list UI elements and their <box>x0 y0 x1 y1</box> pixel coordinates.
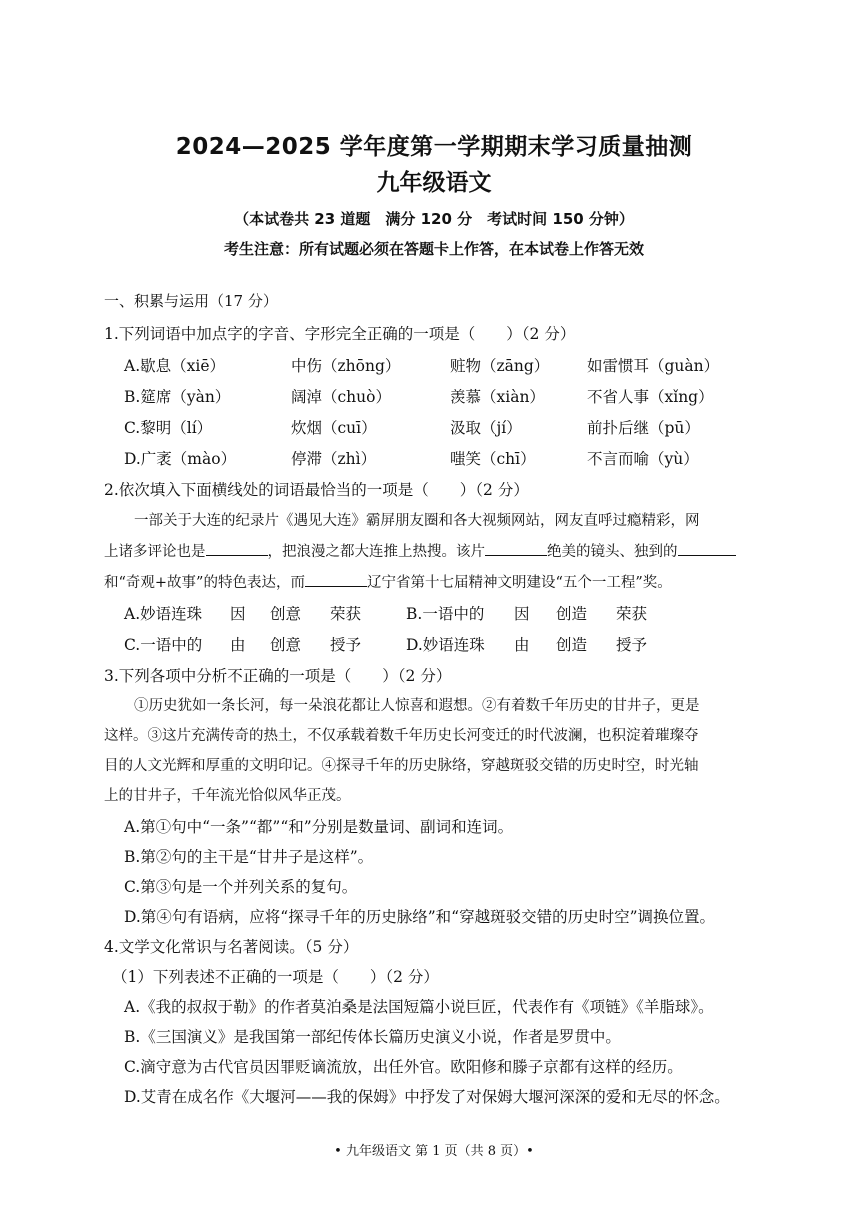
q2-text: 绝美的镜头、独到的 <box>547 544 678 560</box>
q1-option-a-4: 如雷惯耳（guàn） <box>587 357 720 375</box>
q1-option-c-3: 汲取（jí） <box>450 419 522 437</box>
section-heading: 一、积累与运用（17 分） <box>104 292 278 310</box>
q3-option-b: B.第②句的主干是“甘井子是这样”。 <box>124 848 374 866</box>
q1-option-b-1: B.筵席（yàn） <box>124 388 231 406</box>
q2-option-a-2: 因 <box>230 605 246 623</box>
q1-option-d-3: 嗤笑（chī） <box>450 450 536 468</box>
q3-passage-line-2: 这样。③这片充满传奇的热土，不仅承载着数千年历史长河变迁的时代波澜，也积淀着璀璨夺 <box>104 728 699 744</box>
q2-option-c-1: C.一语中的 <box>124 636 203 654</box>
q2-option-a-1: A.妙语连珠 <box>124 605 203 623</box>
q2-passage-line-3 <box>104 571 672 592</box>
q1-option-d-2: 停滞（zhì） <box>291 450 377 468</box>
q2-option-c-2: 由 <box>230 636 246 654</box>
answer-blank <box>206 541 268 556</box>
q2-option-d-2: 由 <box>514 636 530 654</box>
q3-passage-line-3: 目的人文光辉和厚重的文明印记。④探寻千年的历史脉络，穿越斑驳交错的历史时空，时光轴 <box>104 758 699 774</box>
q1-option-d-1: D.广袤（mào） <box>124 450 237 468</box>
q2-option-b-4: 荣获 <box>616 605 648 623</box>
answer-blank <box>485 541 547 556</box>
q3-option-a: A.第①句中“一条”“都”“和”分别是数量词、副词和连词。 <box>124 818 514 836</box>
exam-info: （本试卷共 23 道题 满分 120 分 考试时间 150 分钟） <box>234 210 634 228</box>
q2-option-a-3: 创意 <box>270 605 302 623</box>
q2-option-a-4: 荣获 <box>330 605 362 623</box>
q2-option-b-1: B.一语中的 <box>406 605 485 623</box>
q2-option-b-3: 创造 <box>556 605 588 623</box>
q1-option-a-2: 中伤（zhōng） <box>291 357 401 375</box>
q2-text: 辽宁省第十七届精神文明建设“五个一工程”奖。 <box>366 575 672 591</box>
q3-option-d: D.第④句有语病，应将“探寻千年的历史脉络”和“穿越斑驳交错的历史时空”调换位置。 <box>124 908 716 926</box>
q2-option-d-1: D.妙语连珠 <box>406 636 485 654</box>
q4-option-d: D.艾青在成名作《大堰河——我的保姆》中抒发了对保姆大堰河深深的爱和无尽的怀念。 <box>124 1088 730 1106</box>
q2-option-b-2: 因 <box>514 605 530 623</box>
q4-option-b: B.《三国演义》是我国第一部纪传体长篇历史演义小说，作者是罗贯中。 <box>124 1028 621 1046</box>
q1-option-b-2: 阔淖（chuò） <box>291 388 391 406</box>
q2-text: 和“奇观+故事”的特色表达，而 <box>104 575 305 591</box>
exam-title: 2024—2025 学年度第一学期期末学习质量抽测 <box>175 134 693 160</box>
q1-option-a-3: 赃物（zāng） <box>450 357 550 375</box>
q3-passage-line-4: 上的甘井子，千年流光恰似风华正茂。 <box>104 788 351 804</box>
q2-passage-line-2 <box>104 540 736 561</box>
question-3-stem: 3.下列各项中分析不正确的一项是（ ）（2 分） <box>104 667 452 685</box>
question-4-stem: 4.文学文化常识与名著阅读。（5 分） <box>104 938 359 956</box>
q2-passage-line-1: 一部关于大连的纪录片《遇见大连》霸屏朋友圈和各大视频网站，网友直呼过瘾精彩，网 <box>134 513 700 529</box>
q2-option-c-4: 授予 <box>330 636 362 654</box>
exam-subject: 九年级语文 <box>376 170 492 196</box>
answer-blank <box>678 541 736 556</box>
q1-option-d-4: 不言而喻（yù） <box>587 450 699 468</box>
q1-option-c-4: 前扑后继（pū） <box>587 419 700 437</box>
q3-passage-line-1: ①历史犹如一条长河，每一朵浪花都让人惊喜和遐想。②有着数千年历史的甘井子，更是 <box>134 698 700 714</box>
question-1-stem: 1.下列词语中加点字的字音、字形完全正确的一项是（ ）（2 分） <box>104 325 576 343</box>
q1-option-c-1: C.黎明（lí） <box>124 419 213 437</box>
q3-option-c: C.第③句是一个并列关系的复句。 <box>124 878 358 896</box>
q4-sub-question-1: （1）下列表述不正确的一项是（ ）（2 分） <box>112 968 439 986</box>
q1-option-b-4: 不省人事（xǐng） <box>587 388 714 406</box>
answer-blank <box>305 572 367 587</box>
q4-option-a: A.《我的叔叔于勒》的作者莫泊桑是法国短篇小说巨匠，代表作有《项链》《羊脂球》。 <box>124 998 714 1016</box>
q2-text: 上诸多评论也是 <box>104 544 206 560</box>
q1-option-c-2: 炊烟（cuī） <box>291 419 377 437</box>
page-footer: • 九年级语文 第 1 页（共 8 页）• <box>334 1144 534 1159</box>
q1-option-b-3: 羡慕（xiàn） <box>450 388 545 406</box>
exam-notice: 考生注意：所有试题必须在答题卡上作答，在本试卷上作答无效 <box>223 240 644 258</box>
q2-option-d-4: 授予 <box>616 636 648 654</box>
question-2-stem: 2.依次填入下面横线处的词语最恰当的一项是（ ）（2 分） <box>104 481 529 499</box>
q2-option-d-3: 创造 <box>556 636 588 654</box>
q4-option-c: C.滴守意为古代官员因罪贬谪流放，出任外官。欧阳修和滕子京都有这样的经历。 <box>124 1058 683 1076</box>
q2-option-c-3: 创意 <box>270 636 302 654</box>
q1-option-a-1: A.歇息（xiē） <box>124 357 225 375</box>
q2-text: ，把浪漫之都大连推上热搜。该片 <box>267 544 485 560</box>
